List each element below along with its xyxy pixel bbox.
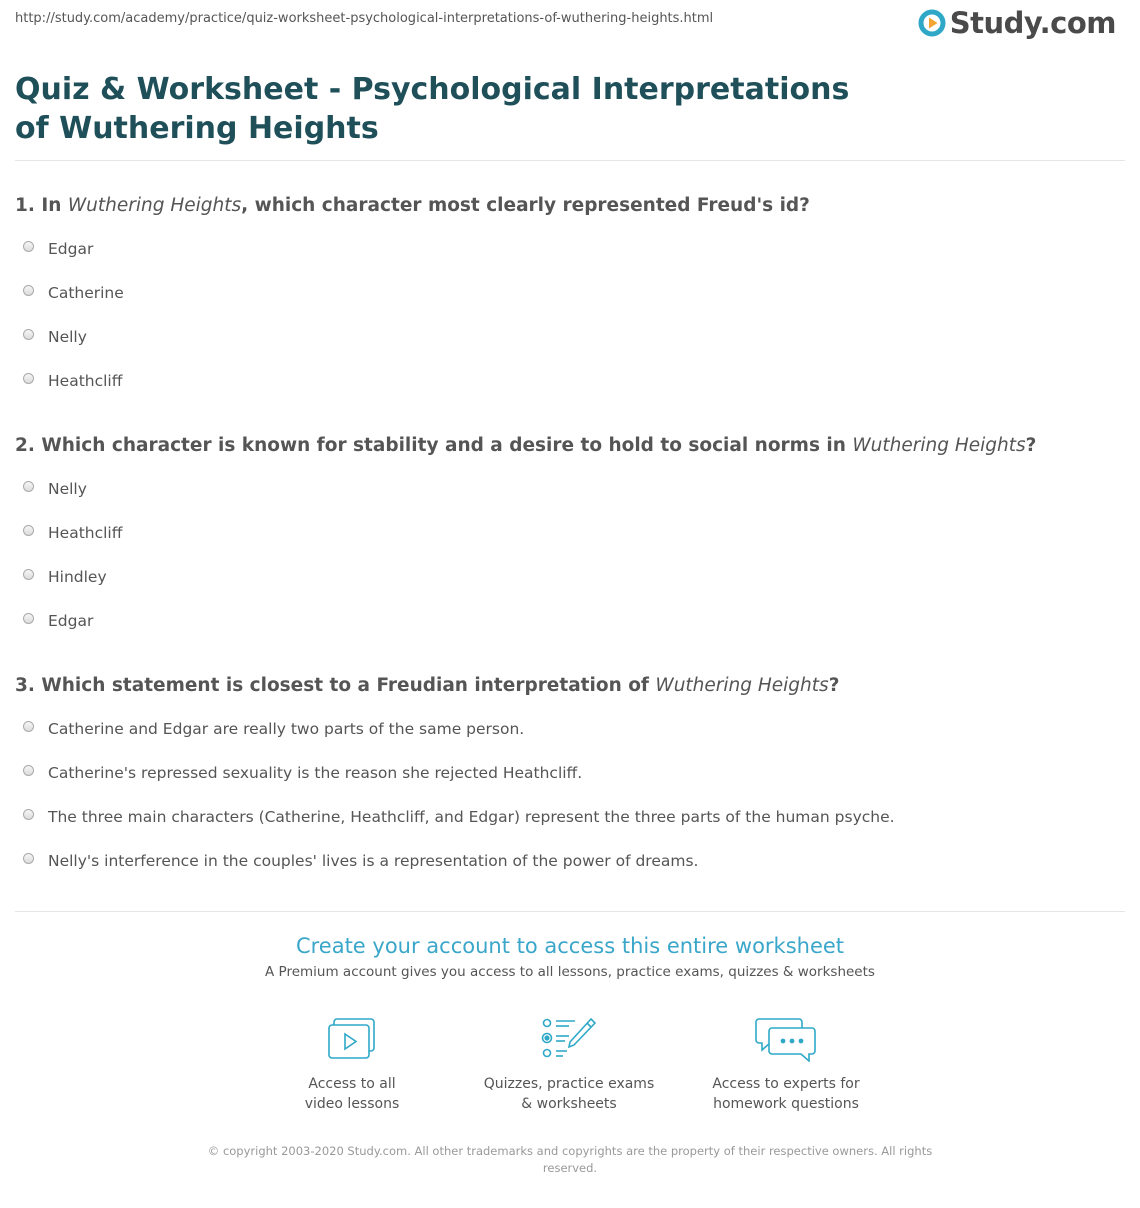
question-2: 2. Which character is known for stability and a desire to hold to social norms in Wuthering Heights? bbox=[15, 435, 1037, 456]
radio-button[interactable] bbox=[23, 721, 34, 732]
radio-button[interactable] bbox=[23, 285, 34, 296]
answer-option[interactable]: Nelly bbox=[23, 480, 87, 498]
question-3: 3. Which statement is closest to a Freudian interpretation of Wuthering Heights? bbox=[15, 675, 840, 696]
feature-video-lessons: Access to all video lessons bbox=[262, 1016, 442, 1114]
radio-button[interactable] bbox=[23, 853, 34, 864]
logo-text: Study.com bbox=[949, 6, 1116, 40]
page-url: http://study.com/academy/practice/quiz-worksheet-psychological-interpretations-of-wuthering-heights.html bbox=[15, 11, 714, 26]
divider bbox=[15, 911, 1125, 912]
radio-button[interactable] bbox=[23, 481, 34, 492]
chat-bubbles-icon bbox=[754, 1016, 818, 1062]
radio-button[interactable] bbox=[23, 765, 34, 776]
answer-option[interactable]: Catherine's repressed sexuality is the reason she rejected Heathcliff. bbox=[23, 764, 582, 782]
video-lessons-icon bbox=[326, 1016, 378, 1062]
answer-option[interactable]: Edgar bbox=[23, 240, 93, 258]
quiz-checklist-icon bbox=[541, 1016, 597, 1062]
answer-option[interactable]: Heathcliff bbox=[23, 524, 122, 542]
radio-button[interactable] bbox=[23, 241, 34, 252]
answer-option[interactable]: Catherine bbox=[23, 284, 124, 302]
radio-button[interactable] bbox=[23, 613, 34, 624]
answer-option[interactable]: The three main characters (Catherine, Heathcliff, and Edgar) represent the three parts of the human psyche. bbox=[23, 808, 895, 826]
answer-option[interactable]: Hindley bbox=[23, 568, 107, 586]
radio-button[interactable] bbox=[23, 809, 34, 820]
play-circle-icon bbox=[918, 9, 946, 37]
answer-option[interactable]: Catherine and Edgar are really two parts of the same person. bbox=[23, 720, 524, 738]
feature-experts: Access to experts for homework questions bbox=[696, 1016, 876, 1114]
create-account-link[interactable]: Create your account to access this entire worksheet bbox=[295, 934, 845, 958]
radio-button[interactable] bbox=[23, 569, 34, 580]
divider bbox=[15, 160, 1125, 161]
radio-button[interactable] bbox=[23, 373, 34, 384]
radio-button[interactable] bbox=[23, 525, 34, 536]
answer-option[interactable]: Nelly bbox=[23, 328, 87, 346]
answer-option[interactable]: Heathcliff bbox=[23, 372, 122, 390]
study-logo[interactable] bbox=[918, 6, 1116, 40]
radio-button[interactable] bbox=[23, 329, 34, 340]
premium-subtitle: A Premium account gives you access to all lessons, practice exams, quizzes & worksheets bbox=[265, 964, 875, 980]
answer-option[interactable]: Edgar bbox=[23, 612, 93, 630]
copyright-footer: © copyright 2003-2020 Study.com. All other trademarks and copyrights are the property of their respective owners. All rights reserved. bbox=[207, 1144, 933, 1175]
feature-quizzes: Quizzes, practice exams & worksheets bbox=[479, 1016, 659, 1114]
question-1: 1. In Wuthering Heights, which character most clearly represented Freud's id? bbox=[15, 195, 810, 216]
answer-option[interactable]: Nelly's interference in the couples' lives is a representation of the power of dreams. bbox=[23, 852, 698, 870]
page-title: Quiz & Worksheet - Psychological Interpretations of Wuthering Heights bbox=[15, 72, 850, 146]
